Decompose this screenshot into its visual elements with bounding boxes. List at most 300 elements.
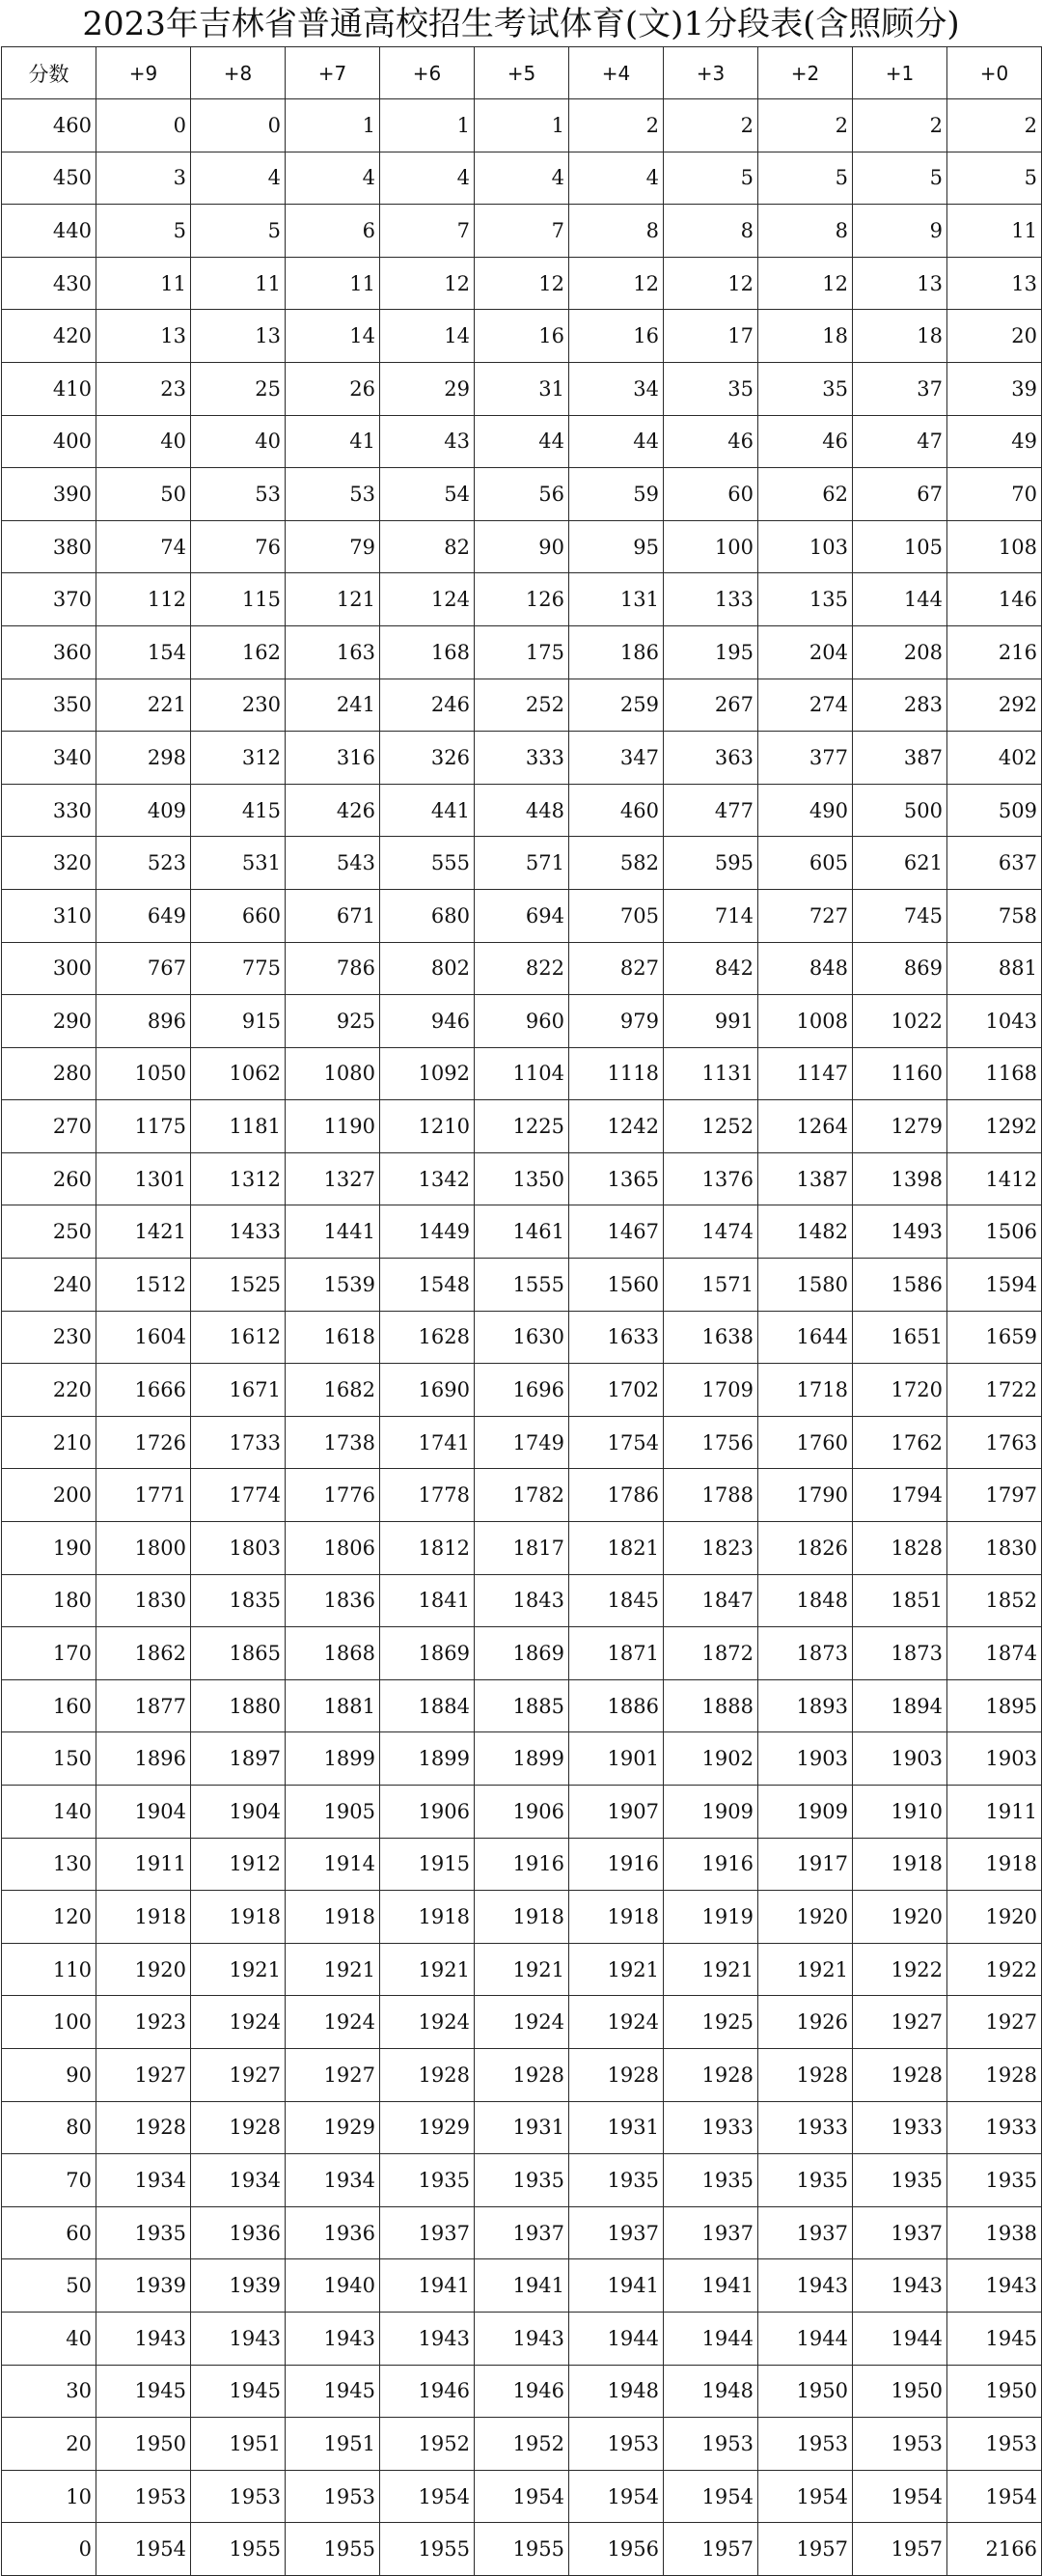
count-cell: 316 xyxy=(286,732,380,785)
count-cell: 1927 xyxy=(853,1996,947,2049)
count-cell: 1935 xyxy=(758,2154,853,2207)
count-cell: 1933 xyxy=(664,2101,758,2154)
count-cell: 671 xyxy=(286,889,380,942)
count-cell: 1175 xyxy=(96,1100,191,1153)
count-cell: 1630 xyxy=(475,1311,569,1364)
count-cell: 2 xyxy=(853,99,947,152)
count-cell: 1941 xyxy=(569,2259,664,2313)
count-cell: 363 xyxy=(664,732,758,785)
count-cell: 131 xyxy=(569,573,664,626)
count-cell: 1928 xyxy=(96,2101,191,2154)
count-cell: 1909 xyxy=(664,1786,758,1839)
count-cell: 1873 xyxy=(758,1627,853,1680)
count-cell: 1937 xyxy=(664,2206,758,2259)
count-cell: 531 xyxy=(191,837,286,890)
count-cell: 1604 xyxy=(96,1311,191,1364)
count-cell: 1365 xyxy=(569,1152,664,1205)
count-cell: 1181 xyxy=(191,1100,286,1153)
count-cell: 1433 xyxy=(191,1205,286,1259)
count-cell: 1934 xyxy=(96,2154,191,2207)
table-row xyxy=(2,1416,1042,1469)
count-cell: 960 xyxy=(475,995,569,1048)
count-cell: 1043 xyxy=(947,995,1042,1048)
count-cell: 1398 xyxy=(853,1152,947,1205)
count-cell: 1954 xyxy=(96,2523,191,2576)
score-cell: 240 xyxy=(2,1259,96,1312)
count-cell: 90 xyxy=(475,520,569,573)
count-cell: 126 xyxy=(475,573,569,626)
count-cell: 1940 xyxy=(286,2259,380,2313)
count-cell: 1548 xyxy=(380,1259,475,1312)
count-cell: 4 xyxy=(380,152,475,205)
count-cell: 1918 xyxy=(475,1891,569,1944)
score-cell: 0 xyxy=(2,2523,96,2576)
score-cell: 280 xyxy=(2,1047,96,1100)
count-cell: 1918 xyxy=(853,1838,947,1891)
count-cell: 1941 xyxy=(475,2259,569,2313)
count-cell: 4 xyxy=(286,152,380,205)
count-cell: 1952 xyxy=(475,2418,569,2471)
count-cell: 1954 xyxy=(380,2470,475,2523)
header-cell-plus1: +1 xyxy=(853,47,947,99)
count-cell: 1594 xyxy=(947,1259,1042,1312)
count-cell: 1342 xyxy=(380,1152,475,1205)
count-cell: 49 xyxy=(947,415,1042,468)
count-cell: 1943 xyxy=(286,2312,380,2365)
count-cell: 1925 xyxy=(664,1996,758,2049)
score-cell: 120 xyxy=(2,1891,96,1944)
count-cell: 1956 xyxy=(569,2523,664,2576)
score-cell: 10 xyxy=(2,2470,96,2523)
header-cell-plus7: +7 xyxy=(286,47,380,99)
count-cell: 5 xyxy=(758,152,853,205)
count-cell: 154 xyxy=(96,625,191,679)
count-cell: 1828 xyxy=(853,1522,947,1575)
count-cell: 1733 xyxy=(191,1416,286,1469)
count-cell: 1927 xyxy=(191,2048,286,2101)
count-cell: 7 xyxy=(475,205,569,258)
count-cell: 1911 xyxy=(96,1838,191,1891)
count-cell: 1421 xyxy=(96,1205,191,1259)
count-cell: 12 xyxy=(664,257,758,310)
count-cell: 509 xyxy=(947,784,1042,837)
score-cell: 150 xyxy=(2,1732,96,1786)
table-header-row xyxy=(2,47,1042,99)
count-cell: 1874 xyxy=(947,1627,1042,1680)
count-cell: 1936 xyxy=(286,2206,380,2259)
count-cell: 2166 xyxy=(947,2523,1042,2576)
count-cell: 915 xyxy=(191,995,286,1048)
header-cell-plus2: +2 xyxy=(758,47,853,99)
count-cell: 1474 xyxy=(664,1205,758,1259)
count-cell: 1920 xyxy=(947,1891,1042,1944)
count-cell: 13 xyxy=(853,257,947,310)
count-cell: 1948 xyxy=(569,2365,664,2418)
count-cell: 241 xyxy=(286,679,380,732)
count-cell: 11 xyxy=(96,257,191,310)
count-cell: 1493 xyxy=(853,1205,947,1259)
count-cell: 1954 xyxy=(475,2470,569,2523)
count-cell: 1190 xyxy=(286,1100,380,1153)
count-cell: 1682 xyxy=(286,1364,380,1417)
count-cell: 1690 xyxy=(380,1364,475,1417)
count-cell: 1788 xyxy=(664,1469,758,1522)
count-cell: 53 xyxy=(191,468,286,521)
header-cell-plus9: +9 xyxy=(96,47,191,99)
count-cell: 1806 xyxy=(286,1522,380,1575)
count-cell: 12 xyxy=(380,257,475,310)
count-cell: 1921 xyxy=(475,1943,569,1996)
count-cell: 163 xyxy=(286,625,380,679)
count-cell: 660 xyxy=(191,889,286,942)
table-row xyxy=(2,1943,1042,1996)
count-cell: 1937 xyxy=(758,2206,853,2259)
table-row xyxy=(2,99,1042,152)
page-title: 2023年吉林省普通高校招生考试体育(文)1分段表(含照顾分) xyxy=(82,5,960,43)
count-cell: 267 xyxy=(664,679,758,732)
count-cell: 1412 xyxy=(947,1152,1042,1205)
count-cell: 1865 xyxy=(191,1627,286,1680)
count-cell: 881 xyxy=(947,942,1042,995)
count-cell: 1741 xyxy=(380,1416,475,1469)
count-cell: 74 xyxy=(96,520,191,573)
count-cell: 1659 xyxy=(947,1311,1042,1364)
count-cell: 402 xyxy=(947,732,1042,785)
score-cell: 210 xyxy=(2,1416,96,1469)
count-cell: 246 xyxy=(380,679,475,732)
count-cell: 1954 xyxy=(664,2470,758,2523)
count-cell: 1944 xyxy=(569,2312,664,2365)
count-cell: 1921 xyxy=(569,1943,664,1996)
count-cell: 1877 xyxy=(96,1679,191,1732)
count-cell: 1924 xyxy=(569,1996,664,2049)
count-cell: 1482 xyxy=(758,1205,853,1259)
count-cell: 649 xyxy=(96,889,191,942)
count-cell: 571 xyxy=(475,837,569,890)
count-cell: 1924 xyxy=(286,1996,380,2049)
count-cell: 1953 xyxy=(664,2418,758,2471)
count-cell: 1633 xyxy=(569,1311,664,1364)
count-cell: 1 xyxy=(380,99,475,152)
score-cell: 90 xyxy=(2,2048,96,2101)
table-row xyxy=(2,837,1042,890)
count-cell: 1 xyxy=(286,99,380,152)
table-row xyxy=(2,415,1042,468)
count-cell: 1904 xyxy=(191,1786,286,1839)
count-cell: 1950 xyxy=(758,2365,853,2418)
count-cell: 714 xyxy=(664,889,758,942)
count-cell: 4 xyxy=(475,152,569,205)
count-cell: 135 xyxy=(758,573,853,626)
count-cell: 1953 xyxy=(947,2418,1042,2471)
count-cell: 1903 xyxy=(853,1732,947,1786)
table-row xyxy=(2,1732,1042,1786)
count-cell: 1848 xyxy=(758,1574,853,1627)
count-cell: 1928 xyxy=(664,2048,758,2101)
count-cell: 1918 xyxy=(96,1891,191,1944)
count-cell: 1894 xyxy=(853,1679,947,1732)
table-row xyxy=(2,732,1042,785)
count-cell: 1525 xyxy=(191,1259,286,1312)
count-cell: 1885 xyxy=(475,1679,569,1732)
count-cell: 20 xyxy=(947,310,1042,363)
count-cell: 1628 xyxy=(380,1311,475,1364)
count-cell: 1939 xyxy=(191,2259,286,2313)
count-cell: 1944 xyxy=(853,2312,947,2365)
count-cell: 1910 xyxy=(853,1786,947,1839)
header-cell-score: 分数 xyxy=(2,47,96,99)
count-cell: 827 xyxy=(569,942,664,995)
count-cell: 500 xyxy=(853,784,947,837)
count-cell: 2 xyxy=(664,99,758,152)
count-cell: 1644 xyxy=(758,1311,853,1364)
count-cell: 1312 xyxy=(191,1152,286,1205)
count-cell: 1210 xyxy=(380,1100,475,1153)
count-cell: 1560 xyxy=(569,1259,664,1312)
count-cell: 13 xyxy=(947,257,1042,310)
count-cell: 1845 xyxy=(569,1574,664,1627)
count-cell: 1279 xyxy=(853,1100,947,1153)
count-cell: 1872 xyxy=(664,1627,758,1680)
count-cell: 18 xyxy=(853,310,947,363)
count-cell: 1823 xyxy=(664,1522,758,1575)
header-cell-plus6: +6 xyxy=(380,47,475,99)
count-cell: 1924 xyxy=(380,1996,475,2049)
score-cell: 20 xyxy=(2,2418,96,2471)
score-cell: 60 xyxy=(2,2206,96,2259)
count-cell: 387 xyxy=(853,732,947,785)
count-cell: 1924 xyxy=(475,1996,569,2049)
count-cell: 1022 xyxy=(853,995,947,1048)
table-row xyxy=(2,468,1042,521)
count-cell: 705 xyxy=(569,889,664,942)
score-cell: 100 xyxy=(2,1996,96,2049)
count-cell: 694 xyxy=(475,889,569,942)
count-cell: 621 xyxy=(853,837,947,890)
count-cell: 1826 xyxy=(758,1522,853,1575)
score-cell: 330 xyxy=(2,784,96,837)
count-cell: 1915 xyxy=(380,1838,475,1891)
count-cell: 1350 xyxy=(475,1152,569,1205)
count-cell: 1118 xyxy=(569,1047,664,1100)
count-cell: 1944 xyxy=(664,2312,758,2365)
count-cell: 1918 xyxy=(569,1891,664,1944)
count-cell: 11 xyxy=(191,257,286,310)
count-cell: 59 xyxy=(569,468,664,521)
table-row xyxy=(2,2101,1042,2154)
count-cell: 95 xyxy=(569,520,664,573)
count-cell: 1893 xyxy=(758,1679,853,1732)
count-cell: 204 xyxy=(758,625,853,679)
count-cell: 582 xyxy=(569,837,664,890)
count-cell: 1920 xyxy=(853,1891,947,1944)
count-cell: 1927 xyxy=(96,2048,191,2101)
count-cell: 124 xyxy=(380,573,475,626)
count-cell: 1924 xyxy=(191,1996,286,2049)
count-cell: 60 xyxy=(664,468,758,521)
score-cell: 270 xyxy=(2,1100,96,1153)
count-cell: 415 xyxy=(191,784,286,837)
count-cell: 2 xyxy=(569,99,664,152)
score-cell: 200 xyxy=(2,1469,96,1522)
table-row xyxy=(2,2365,1042,2418)
count-cell: 1738 xyxy=(286,1416,380,1469)
table-row xyxy=(2,1364,1042,1417)
count-cell: 1376 xyxy=(664,1152,758,1205)
score-cell: 80 xyxy=(2,2101,96,2154)
count-cell: 1934 xyxy=(286,2154,380,2207)
count-cell: 1950 xyxy=(853,2365,947,2418)
count-cell: 312 xyxy=(191,732,286,785)
count-cell: 595 xyxy=(664,837,758,890)
score-cell: 190 xyxy=(2,1522,96,1575)
count-cell: 1946 xyxy=(380,2365,475,2418)
count-cell: 1242 xyxy=(569,1100,664,1153)
count-cell: 1794 xyxy=(853,1469,947,1522)
count-cell: 1871 xyxy=(569,1627,664,1680)
table-row xyxy=(2,2523,1042,2576)
count-cell: 1666 xyxy=(96,1364,191,1417)
score-cell: 460 xyxy=(2,99,96,152)
count-cell: 54 xyxy=(380,468,475,521)
count-cell: 1884 xyxy=(380,1679,475,1732)
count-cell: 1943 xyxy=(96,2312,191,2365)
count-cell: 16 xyxy=(569,310,664,363)
count-cell: 1943 xyxy=(853,2259,947,2313)
count-cell: 1852 xyxy=(947,1574,1042,1627)
table-row xyxy=(2,205,1042,258)
count-cell: 1782 xyxy=(475,1469,569,1522)
table-row xyxy=(2,257,1042,310)
count-cell: 1920 xyxy=(96,1943,191,1996)
count-cell: 67 xyxy=(853,468,947,521)
count-cell: 1929 xyxy=(286,2101,380,2154)
table-row xyxy=(2,152,1042,205)
count-cell: 1928 xyxy=(191,2101,286,2154)
count-cell: 842 xyxy=(664,942,758,995)
count-cell: 1327 xyxy=(286,1152,380,1205)
table-row xyxy=(2,2048,1042,2101)
count-cell: 1909 xyxy=(758,1786,853,1839)
count-cell: 822 xyxy=(475,942,569,995)
table-row xyxy=(2,1996,1042,2049)
count-cell: 25 xyxy=(191,362,286,415)
score-cell: 170 xyxy=(2,1627,96,1680)
count-cell: 12 xyxy=(758,257,853,310)
count-cell: 1763 xyxy=(947,1416,1042,1469)
score-cell: 230 xyxy=(2,1311,96,1364)
count-cell: 3 xyxy=(96,152,191,205)
count-cell: 1512 xyxy=(96,1259,191,1312)
count-cell: 7 xyxy=(380,205,475,258)
count-cell: 1760 xyxy=(758,1416,853,1469)
count-cell: 1954 xyxy=(853,2470,947,2523)
count-cell: 1754 xyxy=(569,1416,664,1469)
count-cell: 5 xyxy=(853,152,947,205)
header-cell-plus3: +3 xyxy=(664,47,758,99)
table-row xyxy=(2,784,1042,837)
count-cell: 1830 xyxy=(96,1574,191,1627)
table-row xyxy=(2,1100,1042,1153)
count-cell: 543 xyxy=(286,837,380,890)
count-cell: 1817 xyxy=(475,1522,569,1575)
count-cell: 1943 xyxy=(758,2259,853,2313)
count-cell: 1933 xyxy=(853,2101,947,2154)
table-row xyxy=(2,1152,1042,1205)
score-cell: 440 xyxy=(2,205,96,258)
count-cell: 1899 xyxy=(286,1732,380,1786)
count-cell: 53 xyxy=(286,468,380,521)
count-cell: 1914 xyxy=(286,1838,380,1891)
count-cell: 409 xyxy=(96,784,191,837)
count-cell: 1928 xyxy=(758,2048,853,2101)
count-cell: 1906 xyxy=(475,1786,569,1839)
count-cell: 1953 xyxy=(853,2418,947,2471)
table-row xyxy=(2,1311,1042,1364)
count-cell: 1935 xyxy=(947,2154,1042,2207)
header-cell-plus8: +8 xyxy=(191,47,286,99)
count-cell: 1945 xyxy=(286,2365,380,2418)
count-cell: 1720 xyxy=(853,1364,947,1417)
count-cell: 2 xyxy=(947,99,1042,152)
count-cell: 1935 xyxy=(569,2154,664,2207)
count-cell: 1873 xyxy=(853,1627,947,1680)
count-cell: 2 xyxy=(758,99,853,152)
table-row xyxy=(2,679,1042,732)
count-cell: 1702 xyxy=(569,1364,664,1417)
table-row xyxy=(2,2470,1042,2523)
count-cell: 1292 xyxy=(947,1100,1042,1153)
count-cell: 1586 xyxy=(853,1259,947,1312)
count-cell: 50 xyxy=(96,468,191,521)
table-row xyxy=(2,310,1042,363)
count-cell: 1950 xyxy=(947,2365,1042,2418)
score-cell: 350 xyxy=(2,679,96,732)
count-cell: 441 xyxy=(380,784,475,837)
score-cell: 360 xyxy=(2,625,96,679)
count-cell: 5 xyxy=(191,205,286,258)
table-row xyxy=(2,573,1042,626)
count-cell: 1847 xyxy=(664,1574,758,1627)
count-cell: 1937 xyxy=(475,2206,569,2259)
count-cell: 1918 xyxy=(191,1891,286,1944)
table-row xyxy=(2,1627,1042,1680)
count-cell: 44 xyxy=(569,415,664,468)
count-cell: 1008 xyxy=(758,995,853,1048)
count-cell: 8 xyxy=(758,205,853,258)
count-cell: 1467 xyxy=(569,1205,664,1259)
score-cell: 400 xyxy=(2,415,96,468)
count-cell: 1939 xyxy=(96,2259,191,2313)
count-cell: 477 xyxy=(664,784,758,837)
count-cell: 115 xyxy=(191,573,286,626)
count-cell: 13 xyxy=(191,310,286,363)
count-cell: 1957 xyxy=(758,2523,853,2576)
count-cell: 1931 xyxy=(569,2101,664,2154)
count-cell: 1923 xyxy=(96,1996,191,2049)
count-cell: 1225 xyxy=(475,1100,569,1153)
table-row xyxy=(2,2154,1042,2207)
count-cell: 144 xyxy=(853,573,947,626)
count-cell: 1131 xyxy=(664,1047,758,1100)
count-cell: 1786 xyxy=(569,1469,664,1522)
count-cell: 175 xyxy=(475,625,569,679)
count-cell: 44 xyxy=(475,415,569,468)
count-cell: 100 xyxy=(664,520,758,573)
count-cell: 76 xyxy=(191,520,286,573)
count-cell: 12 xyxy=(475,257,569,310)
count-cell: 1928 xyxy=(947,2048,1042,2101)
